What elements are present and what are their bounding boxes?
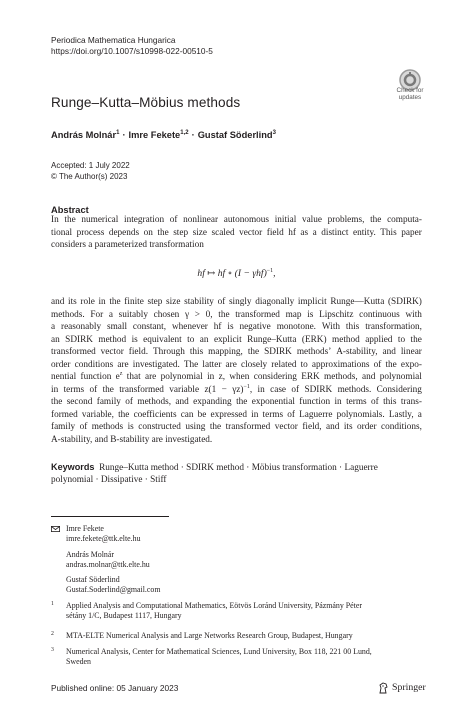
abstract-word: is: [131, 334, 138, 345]
affiliation-line: Numerical Analysis, Center for Mathematical Sciences, Lund University, Box 118, 221 00 Lund,: [66, 647, 372, 656]
abstract-word: that: [126, 372, 141, 383]
abstract-word: of: [125, 397, 133, 408]
abstract-line: [51, 346, 422, 359]
abstract-word: the: [218, 309, 230, 320]
abstract-word: Through: [153, 347, 185, 358]
abstract-word: mapping,: [208, 347, 243, 358]
abstract-word: an: [199, 334, 209, 345]
abstract-word: field,: [302, 422, 322, 433]
abstract-word: of: [373, 359, 382, 370]
abstract-word: linear: [400, 347, 422, 358]
mail-icon: [51, 526, 60, 532]
journal-header: [51, 35, 213, 57]
abstract-word: map: [285, 309, 302, 320]
keywords-label: Keywords: [51, 462, 95, 472]
abstract-word: considering: [253, 372, 297, 383]
abstract-word: z(1: [204, 384, 217, 395]
abstract-word: in: [334, 397, 342, 408]
abstract-line: [51, 214, 422, 227]
abstract-word: the: [385, 359, 397, 370]
abstract-word: this: [189, 347, 204, 358]
abstract-line: [51, 334, 422, 347]
abstract-word: terms: [262, 409, 284, 420]
abstract-word: This: [380, 227, 397, 238]
abstract-word: hf: [213, 322, 222, 333]
abstract-word: and: [362, 372, 376, 383]
affiliation-line: MTA-ELTE Numerical Analysis and Large Networks Research Group, Budapest, Hungary: [66, 631, 353, 640]
affiliation-number: 3: [51, 647, 54, 653]
abstract-word: With: [321, 322, 341, 333]
abstract-word: when: [229, 372, 250, 383]
abstract-word: and: [326, 422, 340, 433]
abstract-word: negative: [239, 322, 271, 333]
abstract-word: distinct: [321, 227, 349, 238]
author-name: Imre Fekete: [128, 130, 181, 140]
abstract-word: computa-: [387, 215, 422, 225]
transformation-equation: hf ↦ hf ∘ $(I - \gamma hf)^{-1}$,: [197, 268, 276, 279]
abstract-word: integration: [124, 215, 165, 225]
abstract-word: in: [257, 384, 265, 395]
abstract-word: chosen: [153, 309, 180, 320]
abstract-word: to: [187, 334, 195, 345]
contact-entry: [51, 524, 141, 544]
abstract-word: nential: [51, 372, 77, 383]
abstract-word: In: [51, 215, 59, 225]
abstract-word: of: [291, 384, 300, 395]
affiliation-number: 2: [51, 631, 54, 637]
abstract-word: SDIRK: [304, 384, 333, 395]
abstract-word: SDIRK: [264, 347, 292, 358]
abstract-word: small: [106, 322, 128, 333]
abstract-line: [51, 309, 422, 322]
abstract-word: equivalent: [143, 334, 182, 345]
abstract-word: −: [221, 384, 227, 395]
abstract-word: methods,: [137, 397, 172, 408]
abstract-word: a: [417, 409, 422, 420]
abstract-word: constructed: [138, 422, 181, 433]
abstract-word: vector: [100, 347, 124, 358]
author-name: Gustaf Söderlind: [197, 130, 273, 140]
abstract-word: a: [108, 309, 113, 320]
abstract-word: depends: [108, 227, 140, 238]
abstract-word: whenever: [171, 322, 208, 333]
abstract-word: in: [51, 384, 59, 395]
abstract-word: using: [185, 422, 206, 433]
abstract-word: on: [143, 227, 153, 238]
abstract-word: $e^z$: [115, 371, 123, 383]
abstract-word: step: [173, 227, 189, 238]
contact-name: Gustaf Söderlind: [66, 575, 120, 584]
abstract-word: suitably: [118, 309, 148, 320]
abstract-word: a: [312, 227, 317, 238]
abstract-word: Lastly,: [388, 409, 414, 420]
copyright-line: © The Author(s) 2023: [51, 172, 128, 181]
abstract-word: in: [98, 297, 106, 307]
abstract-word: Lipschitz: [319, 309, 354, 320]
abstract-word: methods’: [296, 347, 332, 358]
abstract-word: to: [397, 334, 406, 345]
abstract-word: entity.: [353, 227, 376, 238]
abstract-word: conditions,: [381, 422, 422, 433]
abstract-word: closely: [240, 359, 268, 370]
abstract-word: role: [80, 297, 95, 307]
abstract-word: methods.: [51, 309, 85, 320]
abstract-word: the: [102, 384, 114, 395]
abstract-line: [51, 371, 422, 384]
abstract-word: Considering: [376, 384, 422, 395]
abstract-word: stability: [184, 297, 214, 307]
abstract-word: process: [76, 227, 105, 238]
contact-name: András Molnár: [66, 550, 114, 559]
keywords-block: [51, 461, 422, 487]
author-name: András Molnár: [51, 130, 117, 140]
abstract-line: [51, 409, 422, 422]
abstract-word: field.: [128, 347, 149, 358]
abstract-word: vector: [274, 422, 298, 433]
abstract-word: with: [405, 309, 422, 320]
abstract-word: formed: [51, 409, 78, 420]
abstract-word: are: [117, 359, 129, 370]
abstract-word: transformed: [51, 347, 96, 358]
abstract-word: and: [382, 347, 396, 358]
abstract-word: implicit: [297, 297, 327, 307]
abstract-word: case: [270, 384, 287, 395]
abstract-word: of: [89, 384, 98, 395]
abstract-word: paper: [401, 227, 422, 238]
abstract-paragraph-2: [51, 296, 422, 447]
contact-entry: [51, 575, 161, 595]
author-separator: ·: [122, 130, 126, 140]
abstract-word: its: [343, 422, 353, 433]
abstract-word: constant,: [132, 322, 167, 333]
abstract-word: of: [169, 215, 178, 225]
abstract-word: nonlinear: [183, 215, 219, 225]
abstract-word: methods,: [324, 372, 358, 383]
contact-email[interactable]: andras.molnar@ttk.elte.hu: [66, 560, 150, 569]
abstract-line: [51, 421, 422, 434]
journal-doi[interactable]: https://doi.org/10.1007/s10998-022-00510-5: [51, 46, 213, 56]
abstract-word: polynomial: [160, 372, 203, 383]
abstract-word: >: [194, 309, 200, 320]
abstract-word: be: [197, 409, 207, 420]
abstract-word: initial: [274, 215, 297, 225]
abstract-line: [51, 396, 422, 409]
abstract-word: this: [383, 397, 397, 408]
abstract-paragraph-1: [51, 214, 422, 252]
abstract-word: method: [98, 334, 127, 345]
abstract-word: Runge—Kutta: [330, 297, 385, 307]
keywords-line: Runge–Kutta method · SDIRK method · Möbius transformation · Laguerre: [99, 463, 378, 473]
contact-email[interactable]: Gustaf.Soderlind@gmail.com: [66, 585, 161, 594]
abstract-word: methods: [91, 422, 124, 433]
abstract-word: expo-: [400, 359, 422, 370]
abstract-word: transformed: [119, 384, 164, 395]
abstract-word: the: [209, 422, 222, 433]
abstract-word: transformed: [235, 309, 280, 320]
abstract-word: the: [247, 347, 260, 358]
abstract-word: transformed: [225, 422, 271, 433]
abstract-word: step: [147, 297, 163, 307]
abstract-word: to: [300, 359, 308, 370]
abstract-word: the: [118, 409, 130, 420]
abstract-word: investigated.: [132, 359, 180, 370]
abstract-word: scaled: [211, 227, 235, 238]
abstract-word: as: [300, 227, 309, 238]
abstract-heading: Abstract: [51, 205, 89, 215]
abstract-word: order: [357, 422, 377, 433]
abstract-word: reasonably: [61, 322, 102, 333]
abstract-word: the: [51, 397, 63, 408]
abstract-word: Laguerre: [299, 409, 333, 420]
abstract-word: of: [371, 397, 379, 408]
accepted-date: Accepted: 1 July 2022: [51, 161, 130, 170]
abstract-line: [51, 359, 422, 372]
abstract-word: function: [299, 397, 331, 408]
abstract-word: and: [51, 297, 65, 307]
abstract-word: 0,: [205, 309, 213, 320]
author-affiliation-sup: 1,2: [180, 130, 189, 136]
abstract-word: is: [227, 322, 234, 333]
abstract-word: problems,: [327, 215, 365, 225]
abstract-word: can: [180, 409, 194, 420]
abstract-word: its: [68, 297, 77, 307]
abstract-word: of: [79, 422, 88, 433]
abstract-word: autonomous: [223, 215, 270, 225]
abstract-word: vector: [239, 227, 263, 238]
published-date: Published online: 05 January 2023: [51, 683, 179, 693]
abstract-word: expressed: [210, 409, 248, 420]
abstract-word: second: [66, 397, 93, 408]
abstract-line: [51, 227, 422, 240]
abstract-word: Runge–Kutta: [247, 334, 297, 345]
abstract-word: expanding: [193, 397, 232, 408]
abstract-word: polynomials.: [336, 409, 385, 420]
abstract-line: [51, 321, 422, 334]
abstract-word: approximations: [311, 359, 370, 370]
check-for-updates-label: Check for updates: [396, 87, 424, 101]
abstract-word: z,: [218, 372, 226, 383]
affiliation-line: Applied Analysis and Computational Mathematics, Eötvös Loránd University, Pázmány Péter: [66, 601, 362, 610]
abstract-word: this: [345, 322, 360, 333]
abstract-word: is: [307, 309, 314, 320]
abstract-word: field: [266, 227, 284, 238]
abstract-word: value: [301, 215, 322, 225]
abstract-word: the: [370, 215, 382, 225]
contact-email[interactable]: imre.fekete@ttk.elte.hu: [66, 534, 141, 543]
abstract-word: tional: [51, 227, 73, 238]
abstract-word: are: [144, 372, 157, 383]
abstract-word: family: [96, 397, 121, 408]
abstract-word: γ: [184, 309, 190, 320]
abstract-word: a: [51, 322, 56, 333]
abstract-word: is: [127, 422, 134, 433]
abstract-word: the: [236, 397, 248, 408]
springer-horse-icon: [378, 682, 389, 694]
abstract-word: coefficients: [133, 409, 177, 420]
abstract-word: A-stability,: [336, 347, 378, 358]
abstract-word: in: [207, 372, 215, 383]
abstract-word: the: [64, 215, 76, 225]
abstract-word: numerical: [81, 215, 119, 225]
abstract-word: continuous: [359, 309, 400, 320]
abstract-line: considers a parameterized transformation: [51, 240, 204, 251]
abstract-word: order: [51, 359, 71, 370]
abstract-word: transformation,: [365, 322, 422, 333]
abstract-word: latter: [202, 359, 222, 370]
affiliation-line: Sweden: [66, 657, 91, 666]
article-dates: [51, 160, 130, 182]
abstract-word: variable: [169, 384, 200, 395]
journal-name: Periodica Mathematica Hungarica: [51, 35, 176, 45]
abstract-word: SDIRK: [65, 334, 93, 345]
abstract-word: method: [332, 334, 360, 345]
abstract-word: ERK: [301, 372, 320, 383]
abstract-word: related: [271, 359, 297, 370]
affiliation-number: 1: [51, 601, 54, 607]
abstract-line: [51, 384, 422, 397]
contact-name: Imre Fekete: [66, 524, 104, 533]
abstract-word: terms: [63, 384, 85, 395]
abstract-word: finite: [124, 297, 144, 307]
abstract-word: function: [80, 372, 112, 383]
publisher-name: Springer: [392, 682, 426, 693]
abstract-word: in: [251, 409, 259, 420]
abstract-word: hf: [288, 227, 296, 238]
author-list: [51, 130, 276, 140]
abstract-line: [51, 296, 422, 309]
contact-entry: [51, 550, 150, 570]
abstract-word: exponential: [251, 397, 295, 408]
abstract-word: applied: [365, 334, 393, 345]
abstract-word: (ERK): [301, 334, 327, 345]
abstract-word: diagonally: [255, 297, 295, 307]
abstract-word: size: [192, 227, 207, 238]
abstract-word: of: [217, 297, 226, 307]
abstract-word: singly: [228, 297, 252, 307]
publisher-logo[interactable]: [378, 682, 426, 693]
abstract-word: the: [410, 334, 422, 345]
keywords-line: polynomial · Dissipative · Stiff: [51, 475, 167, 486]
abstract-word: family: [51, 422, 76, 433]
abstract-word: and: [175, 397, 189, 408]
abstract-word: monotone.: [276, 322, 316, 333]
author-separator: ·: [191, 130, 195, 140]
abstract-word: The: [183, 359, 199, 370]
abstract-line: A-stability, and B-stability are investigated.: [51, 435, 213, 446]
abstract-word: polynomial: [379, 372, 422, 383]
abstract-word: size: [166, 297, 181, 307]
author-affiliation-sup: 1: [116, 130, 120, 136]
abstract-word: explicit: [213, 334, 242, 345]
abstract-word: methods.: [337, 384, 372, 395]
abstract-word: γz)$^{-1}$,: [232, 383, 253, 395]
abstract-word: are: [225, 359, 237, 370]
abstract-word: trans-: [400, 397, 422, 408]
abstract-word: of: [287, 409, 295, 420]
abstract-word: an: [51, 334, 60, 345]
abstract-word: the: [109, 297, 121, 307]
abstract-word: terms: [346, 397, 367, 408]
abstract-word: conditions: [74, 359, 114, 370]
abstract-word: For: [90, 309, 104, 320]
affiliation-line: sétány 1/C, Budapest 1117, Hungary: [66, 611, 182, 620]
abstract-word: the: [157, 227, 169, 238]
footnote-divider: [51, 516, 169, 517]
author-affiliation-sup: 3: [272, 130, 276, 136]
abstract-word: (SDIRK): [387, 297, 422, 307]
article-title: Runge–Kutta–Möbius methods: [51, 95, 241, 110]
abstract-word: variable,: [81, 409, 114, 420]
